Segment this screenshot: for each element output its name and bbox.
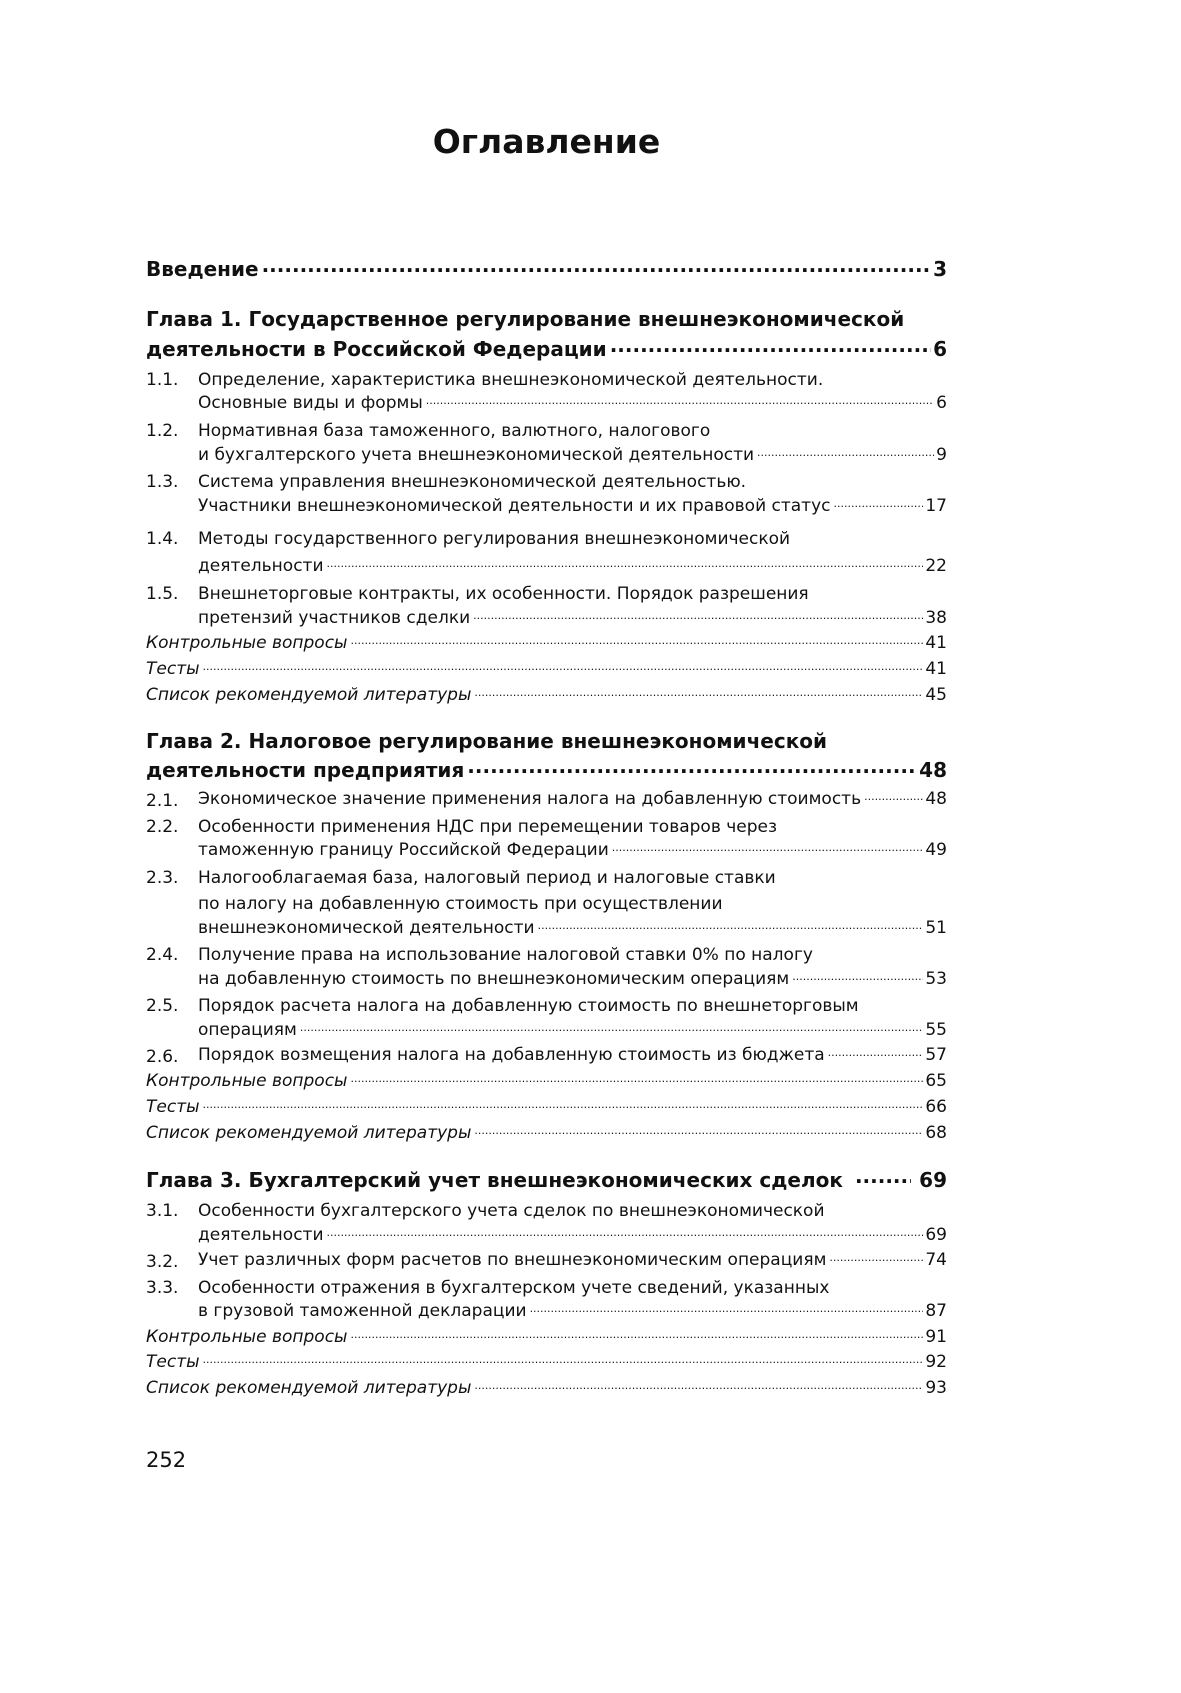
- entry-page: 6: [936, 393, 947, 413]
- entry-page: 22: [925, 556, 947, 576]
- toc-entry-chapter-2[interactable]: [146, 757, 947, 780]
- toc-entry-tests[interactable]: [146, 661, 947, 678]
- dot-leader: [203, 1356, 924, 1367]
- entry-label: Контрольные вопросы: [146, 1071, 348, 1091]
- dot-leader: [350, 637, 923, 648]
- entry-page: 53: [925, 969, 947, 989]
- entry-page: 6: [933, 337, 947, 361]
- entry-page: 69: [919, 1168, 947, 1192]
- entry-page: 68: [925, 1123, 947, 1143]
- section-title-line1[interactable]: Система управления внешнеэкономической деятельностью.: [198, 472, 747, 492]
- entry-page: 49: [925, 840, 947, 860]
- section-number: 2.2.: [146, 817, 179, 837]
- toc-entry-section-2-4[interactable]: [198, 971, 947, 988]
- entry-label: деятельности предприятия: [146, 758, 465, 782]
- toc-entry-reading-list[interactable]: [146, 1125, 947, 1142]
- toc-entry-reading-list[interactable]: [146, 687, 947, 704]
- section-title-line1[interactable]: Особенности применения НДС при перемещении товаров через: [198, 817, 778, 837]
- dot-leader: [757, 449, 934, 460]
- page-number: 252: [146, 1448, 187, 1472]
- dot-leader: [612, 844, 924, 855]
- section-title-line1[interactable]: Методы государственного регулирования внешнеэкономической: [198, 529, 791, 549]
- toc-entry-section-1-1[interactable]: [198, 395, 947, 412]
- dot-leader: [327, 1229, 924, 1240]
- dot-leader: [473, 612, 923, 623]
- entry-page: 41: [925, 659, 947, 679]
- toc-entry-section-3-3[interactable]: [198, 1303, 947, 1320]
- toc-entry-section-2-3[interactable]: [198, 920, 947, 937]
- toc-entry-section-1-2[interactable]: [198, 447, 947, 464]
- dot-leader: [300, 1024, 924, 1035]
- entry-page: 65: [925, 1071, 947, 1091]
- section-number: 1.1.: [146, 370, 179, 390]
- entry-label: Учет различных форм расчетов по внешнеэкономическим операциям: [198, 1250, 827, 1270]
- toc-entry-section-1-4[interactable]: [198, 558, 947, 575]
- entry-page: 55: [925, 1020, 947, 1040]
- entry-page: 9: [936, 445, 947, 465]
- section-number: 1.2.: [146, 421, 179, 441]
- entry-label: Тесты: [146, 659, 200, 679]
- section-title-line1[interactable]: Особенности отражения в бухгалтерском учете сведений, указанных: [198, 1278, 830, 1298]
- toc-entry-section-2-2[interactable]: [198, 842, 947, 859]
- entry-label: претензий участников сделки: [198, 608, 471, 628]
- dot-leader: [829, 1254, 923, 1265]
- entry-page: 45: [925, 685, 947, 705]
- dot-leader: [855, 1167, 911, 1187]
- entry-label: Глава 3. Бухгалтерский учет внешнеэкономических сделок: [146, 1168, 843, 1192]
- section-number: 2.4.: [146, 945, 179, 965]
- section-number: 3.1.: [146, 1201, 179, 1221]
- entry-label: Тесты: [146, 1097, 200, 1117]
- toc-entry-review-questions[interactable]: [146, 635, 947, 652]
- toc-entry-intro[interactable]: [146, 256, 947, 279]
- dot-leader: [262, 256, 932, 276]
- entry-page: 41: [925, 633, 947, 653]
- entry-label: Контрольные вопросы: [146, 1327, 348, 1347]
- entry-page: 57: [925, 1045, 947, 1065]
- toc-entry-section-3-1[interactable]: [198, 1227, 947, 1244]
- section-number: 3.2.: [146, 1252, 179, 1272]
- entry-label: на добавленную стоимость по внешнеэкономическим операциям: [198, 969, 790, 989]
- entry-page: 92: [925, 1352, 947, 1372]
- section-number: 1.5.: [146, 584, 179, 604]
- toc-entry-section-2-6[interactable]: [198, 1047, 947, 1064]
- toc-entry-section-1-5[interactable]: [198, 610, 947, 627]
- entry-label: операциям: [198, 1020, 297, 1040]
- entry-label: Порядок возмещения налога на добавленную стоимость из бюджета: [198, 1045, 825, 1065]
- entry-label: Список рекомендуемой литературы: [146, 1123, 472, 1143]
- toc-entry-review-questions[interactable]: [146, 1329, 947, 1346]
- dot-leader: [864, 793, 923, 804]
- entry-label: Введение: [146, 257, 259, 281]
- entry-page: 38: [925, 608, 947, 628]
- dot-leader: [792, 973, 923, 984]
- section-title-line1[interactable]: Внешнеторговые контракты, их особенности. Порядок разрешения: [198, 584, 809, 604]
- toc-entry-chapter-3[interactable]: [146, 1167, 947, 1190]
- section-title-line1[interactable]: Получение права на использование налоговой ставки 0% по налогу: [198, 945, 813, 965]
- dot-leader: [426, 397, 934, 408]
- chapter-2-title-line1[interactable]: Глава 2. Налоговое регулирование внешнеэкономической: [146, 729, 828, 753]
- toc-entry-section-2-1[interactable]: [198, 791, 947, 808]
- section-number: 1.4.: [146, 529, 179, 549]
- toc-entry-tests[interactable]: [146, 1354, 947, 1371]
- toc-entry-reading-list[interactable]: [146, 1380, 947, 1397]
- entry-page: 66: [925, 1097, 947, 1117]
- entry-label: Список рекомендуемой литературы: [146, 685, 472, 705]
- entry-label: Список рекомендуемой литературы: [146, 1378, 472, 1398]
- section-number: 2.1.: [146, 791, 179, 811]
- section-number: 2.5.: [146, 996, 179, 1016]
- entry-label: Экономическое значение применения налога на добавленную стоимость: [198, 789, 862, 809]
- section-title-line1[interactable]: Порядок расчета налога на добавленную стоимость по внешнеторговым: [198, 996, 859, 1016]
- entry-label: и бухгалтерского учета внешнеэкономической деятельности: [198, 445, 755, 465]
- dot-leader: [828, 1049, 924, 1060]
- dot-leader: [610, 336, 931, 356]
- chapter-1-title-line1[interactable]: Глава 1. Государственное регулирование внешнеэкономической: [146, 307, 905, 331]
- entry-page: 87: [925, 1301, 947, 1321]
- toc-entry-section-2-5[interactable]: [198, 1022, 947, 1039]
- entry-page: 17: [925, 496, 947, 516]
- entry-label: Тесты: [146, 1352, 200, 1372]
- entry-label: внешнеэкономической деятельности: [198, 918, 535, 938]
- entry-page: 93: [925, 1378, 947, 1398]
- dot-leader: [467, 757, 917, 777]
- toc-entry-section-3-2[interactable]: [198, 1252, 947, 1269]
- section-title-line1[interactable]: Определение, характеристика внешнеэкономической деятельности.: [198, 370, 824, 390]
- dot-leader: [834, 500, 924, 511]
- entry-page: 48: [925, 789, 947, 809]
- entry-label: деятельности в Российской Федерации: [146, 337, 607, 361]
- toc-entry-section-1-3[interactable]: [198, 498, 947, 515]
- section-title-line1[interactable]: Налогооблагаемая база, налоговый период и налоговые ставки: [198, 868, 776, 888]
- entry-label: таможенную границу Российской Федерации: [198, 840, 609, 860]
- toc-entry-chapter-1[interactable]: [146, 336, 947, 359]
- entry-label: в грузовой таможенной декларации: [198, 1301, 527, 1321]
- entry-label: Основные виды и формы: [198, 393, 423, 413]
- dot-leader: [203, 1101, 924, 1112]
- dot-leader: [474, 1127, 923, 1138]
- entry-page: 51: [925, 918, 947, 938]
- section-number: 2.6.: [146, 1047, 179, 1067]
- entry-label: Контрольные вопросы: [146, 633, 348, 653]
- entry-page: 3: [933, 257, 947, 281]
- section-number: 2.3.: [146, 868, 179, 888]
- entry-page: 48: [919, 758, 947, 782]
- dot-leader: [474, 689, 923, 700]
- entry-label: деятельности: [198, 1225, 324, 1245]
- toc-entry-tests[interactable]: [146, 1099, 947, 1116]
- entry-page: 74: [925, 1250, 947, 1270]
- entry-page: 69: [925, 1225, 947, 1245]
- section-number: 3.3.: [146, 1278, 179, 1298]
- section-title-line2[interactable]: по налогу на добавленную стоимость при осуществлении: [198, 894, 723, 914]
- dot-leader: [203, 663, 924, 674]
- dot-leader: [530, 1305, 924, 1316]
- dot-leader: [538, 922, 924, 933]
- section-number: 1.3.: [146, 472, 179, 492]
- dot-leader: [474, 1382, 923, 1393]
- entry-label: Участники внешнеэкономической деятельности и их правовой статус: [198, 496, 831, 516]
- page-title: Оглавление: [432, 122, 661, 161]
- toc-entry-review-questions[interactable]: [146, 1073, 947, 1090]
- dot-leader: [350, 1075, 923, 1086]
- entry-page: 91: [925, 1327, 947, 1347]
- section-title-line1[interactable]: Особенности бухгалтерского учета сделок по внешнеэкономической: [198, 1201, 825, 1221]
- section-title-line1[interactable]: Нормативная база таможенного, валютного, налогового: [198, 421, 711, 441]
- entry-label: деятельности: [198, 556, 324, 576]
- dot-leader: [350, 1331, 923, 1342]
- dot-leader: [327, 560, 924, 571]
